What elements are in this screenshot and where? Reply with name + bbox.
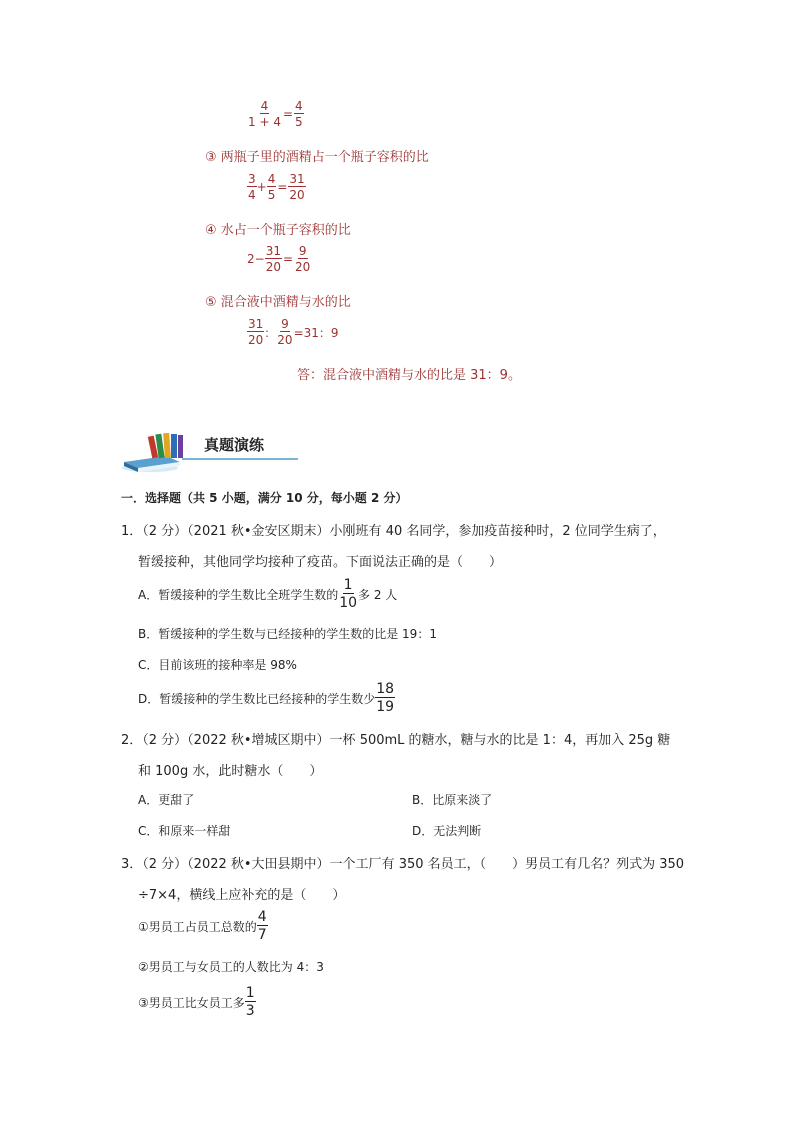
question-2-line2: 和 100g 水，此时糖水（ ） [138,764,323,779]
answer-line: 答：混合液中酒精与水的比是 31：9。 [297,368,521,383]
denominator: 20 [248,333,264,347]
question-1-line1: 1．（2 分）（2021 秋•金安区期末）小刚班有 40 名同学，参加疫苗接种时，2 位同学生病了， [121,524,666,539]
fraction [288,173,305,201]
step4-label: ④ 水占一个瓶子容积的比 [205,223,351,238]
denominator: 10 [339,595,358,611]
numerator: 9 [298,244,307,258]
numerator: 4 [260,99,269,113]
ratio-colon: ： [264,325,277,340]
denominator: 20 [277,333,293,347]
result-ratio: =31：9 [293,325,339,340]
question-3-line1: 3．（2 分）（2022 秋•大田县期中）一个工厂有 350 名员工，（ ）男员工有几名？列式为 350 [121,857,685,872]
equals-sign: = [282,252,294,266]
step5-equation [247,318,339,346]
fraction [247,173,257,201]
option-text: ③男员工比女员工多 [138,995,245,1010]
denominator: 3 [245,1003,255,1019]
fraction [267,173,277,201]
numerator: 3 [248,172,256,186]
q3-choice-3[interactable] [138,986,256,1018]
fraction [338,578,358,610]
fraction [247,100,282,128]
fraction [276,318,293,346]
question-3-line2: ÷7×4，横线上应补充的是（ ） [138,888,346,903]
numerator: 18 [376,681,395,697]
numerator: 4 [257,909,267,925]
fraction [294,245,311,273]
q2-option-a[interactable]: A．更甜了 [138,793,195,807]
numerator: 1 [343,577,353,593]
q1-option-d[interactable] [138,682,395,714]
fraction [257,910,268,942]
fraction [294,100,304,128]
numerator: 31 [289,172,305,186]
q1-option-b[interactable]: B．暂缓接种的学生数与已经接种的学生数的比是 19：1 [138,627,437,641]
q3-choice-2[interactable]: ②男员工与女员工的人数比为 4：3 [138,960,324,974]
denominator: 7 [257,927,267,943]
step5-label: ⑤ 混合液中酒精与水的比 [205,295,351,310]
step2-equation [247,100,304,128]
q1-option-c[interactable]: C．目前该班的接种率是 98% [138,658,297,672]
plus-sign: + [256,180,267,194]
denominator: 19 [376,699,395,715]
q2-option-d[interactable]: D．无法判断 [412,824,482,838]
step3-equation [247,173,306,201]
section-title: 真题演练 [204,436,265,454]
books-icon [120,426,192,474]
step3-label: ③ 两瓶子里的酒精占一个瓶子容积的比 [205,150,429,165]
option-text: 多 2 人 [358,587,398,602]
numerator: 4 [267,172,276,186]
numerator: 1 [245,985,255,1001]
numerator: 31 [265,244,281,258]
numerator: 31 [248,317,264,331]
banner-underline [182,458,298,460]
equals-sign: = [282,107,294,121]
denominator: 1 + 4 [248,115,281,129]
denominator: 20 [289,188,305,202]
step4-equation [247,245,311,273]
question-1-line2: 暂缓接种，其他同学均接种了疫苗。下面说法正确的是（ ） [138,555,503,570]
fraction [245,986,256,1018]
q1-option-a[interactable] [138,578,397,610]
option-text: D．暂缓接种的学生数比已经接种的学生数少 [138,691,376,706]
numerator: 9 [281,317,289,331]
lead-term: 2− [247,252,265,266]
q2-option-c[interactable]: C．和原来一样甜 [138,824,231,838]
denominator: 5 [267,188,276,202]
question-2-line1: 2．（2 分）（2022 秋•增城区期中）一杯 500mL 的糖水，糖与水的比是 1：4，再加入 25g 糖 [121,733,671,748]
denominator: 20 [265,260,281,274]
denominator: 4 [248,188,256,202]
denominator: 20 [295,260,311,274]
fraction [265,245,282,273]
q3-choice-1[interactable] [138,910,268,942]
denominator: 5 [295,115,303,129]
fraction [247,318,264,346]
option-text: ①男员工占员工总数的 [138,919,257,934]
section-heading: 一．选择题（共 5 小题，满分 10 分，每小题 2 分） [121,491,408,505]
section-banner [120,426,300,474]
fraction [375,682,395,714]
q2-option-b[interactable]: B．比原来淡了 [412,793,493,807]
numerator: 4 [295,99,303,113]
option-text: A．暂缓接种的学生数比全班学生数的 [138,587,339,602]
equals-sign: = [277,180,288,194]
